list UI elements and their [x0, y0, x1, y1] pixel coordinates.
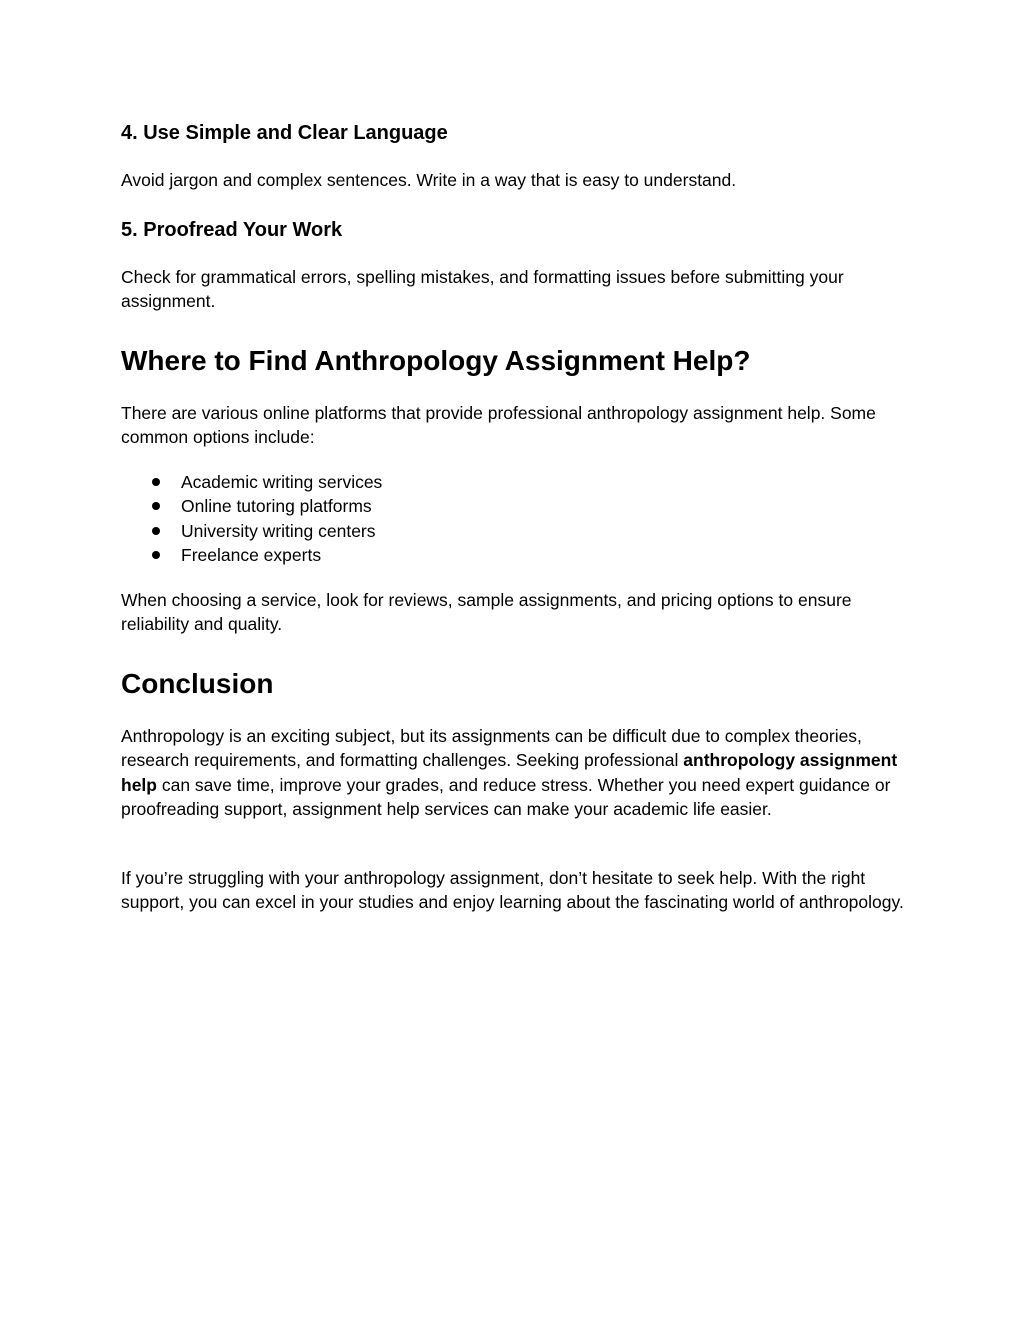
list-item-label: Online tutoring platforms [181, 496, 372, 517]
options-list [121, 470, 382, 568]
list-item [121, 470, 382, 494]
list-item-label: University writing centers [181, 520, 376, 541]
bullet-icon [152, 527, 160, 535]
list-item [121, 519, 382, 543]
list-item-label: Freelance experts [181, 545, 322, 566]
conclusion-text-a: Anthropology is an exciting subject, but its assignments can be difficult due to complex theories, research requirements, and formatting challenges. Seeking professional [121, 726, 862, 771]
bullet-icon [152, 478, 160, 486]
tip4-body: Avoid jargon and complex sentences. Write in a way that is easy to understand. [121, 170, 737, 190]
conclusion-bold-keyword: anthropology assignment help [121, 750, 898, 795]
where-intro: There are various online platforms that provide professional anthropology assignment help. Some common options include: [121, 403, 876, 448]
conclusion-paragraph-2: If you’re struggling with your anthropology assignment, don’t hesitate to seek help. With the right support, you can excel in your studies and enjoy learning about the fascinating world of anthropology. [121, 868, 904, 913]
tip4-heading: 4. Use Simple and Clear Language [121, 122, 448, 144]
list-item-label: Academic writing services [181, 472, 383, 492]
list-item [121, 494, 382, 518]
where-heading: Where to Find Anthropology Assignment Help? [121, 345, 751, 376]
conclusion-text-b: can save time, improve your grades, and reduce stress. Whether you need expert guidance or proofreading support, assignment help services can make your academic life easier. [121, 774, 891, 820]
tip5-body: Check for grammatical errors, spelling mistakes, and formatting issues before submitting your assignment. [121, 267, 844, 312]
conclusion-paragraph-1 [121, 724, 911, 822]
bullet-icon [152, 502, 160, 510]
conclusion-heading: Conclusion [121, 668, 274, 699]
where-outro: When choosing a service, look for reviews, sample assignments, and pricing options to ensure reliability and quality. [121, 590, 852, 635]
list-item [121, 543, 382, 567]
tip5-heading: 5. Proofread Your Work [121, 219, 343, 241]
bullet-icon [152, 551, 160, 559]
